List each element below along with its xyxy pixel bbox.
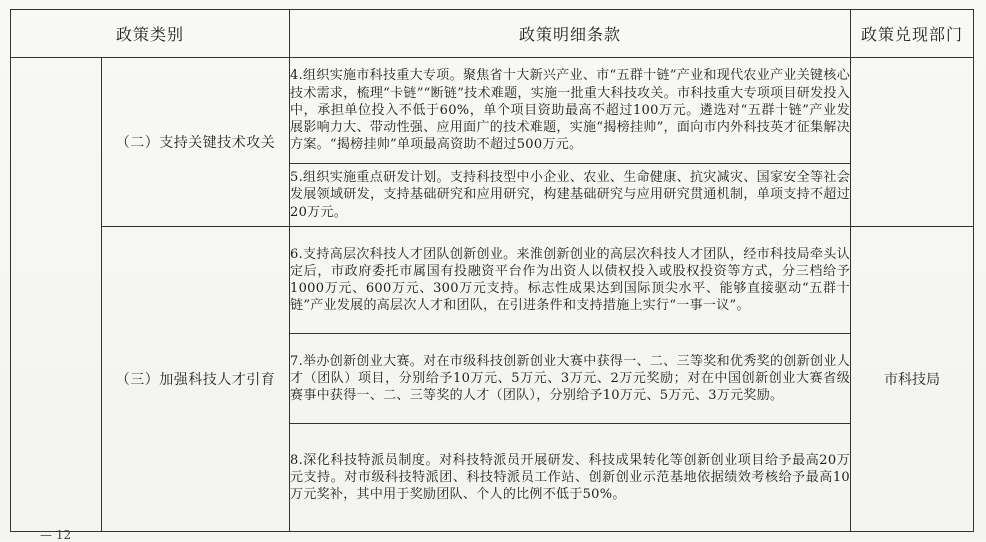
- category-blank-cell: [11, 58, 102, 532]
- header-policy-category: 政策类别: [11, 10, 290, 58]
- table-row: [11, 58, 974, 164]
- policy-table: [10, 9, 974, 532]
- table-row: [11, 227, 974, 334]
- clause-6: 6.支持高层次科技人才团队创新创业。来淮创新创业的高层次科技人才团队，经市科技局牵头认定后，市政府委托市属国有投融资平台作为出资人以债权投入或股权投资等方式，分三档给予1000万元、600万元、300万元支持。标志性成果达到国际顶尖水平、能够直接驱动“五群十链”产业发展的高层次人才和团队，在引进条件和支持措施上实行“一事一议”。: [290, 227, 851, 334]
- subcategory-talent: （三）加强科技人才引育: [102, 227, 290, 532]
- clause-5: 5.组织实施重点研发计划。支持科技型中小企业、农业、生命健康、抗灾减灾、国家安全等社会发展领域研发，支持基础研究和应用研究，构建基础研究与应用研究贯通机制，单项支持不超过20万元。: [290, 164, 851, 227]
- header-department: 政策兑现部门: [851, 10, 974, 58]
- page-number: — 12: [40, 528, 72, 542]
- table-header-row: [11, 10, 974, 58]
- department-blank-cell: [851, 58, 974, 227]
- clause-4: 4.组织实施市科技重大专项。聚焦省十大新兴产业、市“五群十链”产业和现代农业产业关键核心技术需求，梳理“卡链”“断链”技术难题，实施一批重大科技攻关。市科技重大专项项目研发投入中，承担单位投入不低于60%，单个项目资助最高不超过100万元。遴选对“五群十链”产业发展影响力大、带动性强、应用面广的技术难题，实施“揭榜挂帅”，面向市内外科技英才征集解决方案。“揭榜挂帅”单项最高资助不超过500万元。: [290, 58, 851, 164]
- subcategory-key-tech: （二）支持关键技术攻关: [102, 58, 290, 227]
- clause-7: 7.举办创新创业大赛。对在市级科技创新创业大赛中获得一、二、三等奖和优秀奖的创新创业人才（团队）项目，分别给予10万元、5万元、3万元、2万元奖励；对在中国创新创业大赛省级赛事中获得一、二、三等奖的人才（团队），分别给予10万元、5万元、3万元奖励。: [290, 334, 851, 424]
- header-policy-detail: 政策明细条款: [290, 10, 851, 58]
- clause-8: 8.深化科技特派员制度。对科技特派员开展研发、科技成果转化等创新创业项目给予最高20万元支持。对市级科技特派团、科技特派员工作站、创新创业示范基地依据绩效考核给予最高10万元奖补，其中用于奖励团队、个人的比例不低于50%。: [290, 424, 851, 532]
- department-cell: 市科技局: [851, 227, 974, 532]
